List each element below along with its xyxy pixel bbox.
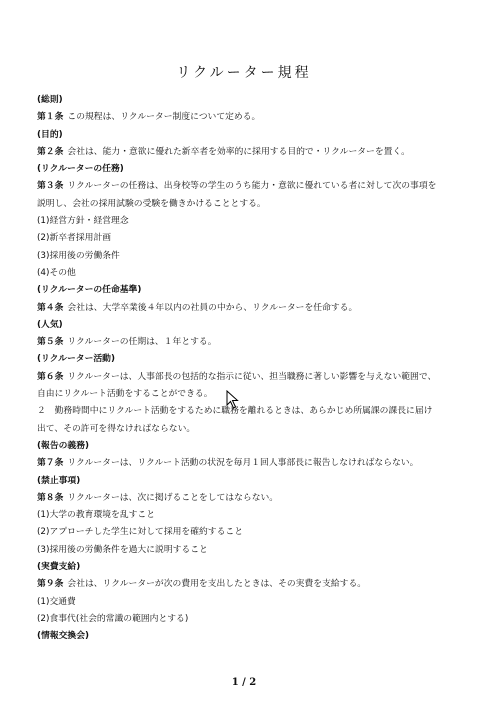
article-text: リクルーターは、人事部長の包括的な指示に従い、担当職務に著しい影響を与えない範囲で、自由にリクルート活動をすることができる。 — [37, 371, 437, 400]
article-number: 第４条 — [37, 302, 64, 313]
article-number: 第２条 — [37, 146, 64, 157]
list-item: (2)アプローチした学生に対して採用を確約すること — [37, 527, 243, 538]
article — [37, 576, 441, 593]
article-text: リクルーターは、リクルート活動の状況を毎月１回人事部長に報告しなければならない。 — [67, 458, 419, 469]
article-number: 第８条 — [37, 492, 64, 503]
article-text: リクルーターの任期は、１年とする。 — [67, 337, 217, 348]
article — [37, 334, 441, 351]
article — [37, 109, 441, 126]
page-indicator: 1 / 2 — [231, 677, 257, 688]
article-text: 会社は、能力・意欲に優れた新卒者を効率的に採用する目的で・リクルーターを置く。 — [67, 146, 410, 157]
section-heading: (禁止事項) — [37, 475, 81, 486]
section-heading: (人気) — [37, 319, 63, 330]
section-heading: (リクルーターの任務) — [37, 164, 124, 175]
article — [37, 455, 441, 472]
list-item: (1)交通費 — [37, 596, 76, 607]
article — [37, 144, 441, 161]
article — [37, 490, 441, 507]
section-heading: (リクルーターの任命基準) — [37, 285, 142, 296]
list-item: (3)採用後の労働条件を過大に説明すること — [37, 544, 208, 555]
list-item: (3)採用後の労働条件 — [37, 250, 120, 261]
article-text: リクルーターの任務は、出身校等の学生のうち能力・意欲に優れている者に対して次の事項を説明し、会社の採用試験の受験を働きかけることとする。 — [37, 181, 437, 209]
article-number: 第５条 — [37, 337, 64, 348]
article-number: 第７条 — [37, 458, 64, 469]
list-item: (1)経営方針・経営理念 — [37, 216, 129, 227]
article — [37, 178, 441, 213]
article-text: 会社は、リクルーターが次の費用を支出したときは、その実費を支給する。 — [67, 579, 367, 590]
list-item: (4)その他 — [37, 267, 76, 278]
section-heading: (目的) — [37, 129, 63, 140]
section-heading: (報告の義務) — [37, 440, 90, 451]
document-body — [37, 92, 441, 646]
article-number: 第１条 — [37, 112, 64, 123]
section-heading: (情報交換会) — [37, 631, 90, 642]
article-number: 第６条 — [37, 371, 64, 382]
list-item: (2)食事代(社会的常識の範囲内とする) — [37, 613, 189, 624]
article-text: 会社は、大学卒業後４年以内の社員の中から、リクルーターを任命する。 — [67, 302, 358, 313]
section-heading: (実費支給) — [37, 562, 81, 573]
article-text: リクルーターは、次に掲げることをしてはならない。 — [67, 492, 279, 503]
section-heading: (リクルーター活動) — [37, 354, 115, 365]
article-text: この規程は、リクルーター制度について定める。 — [67, 112, 261, 123]
article — [37, 300, 441, 317]
list-item: (2)新卒者採用計画 — [37, 233, 112, 244]
article-number: 第３条 — [37, 181, 64, 192]
article-paragraph: ２ 勤務時間中にリクルート活動をするために職務を離れるときは、あらかじめ所属課の課長に届け出て、その許可を得なければならない。 — [37, 406, 433, 434]
section-heading: (総則) — [37, 95, 63, 105]
document-title: リクルーター規程 — [176, 65, 312, 81]
list-item: (1)大学の教育環境を乱すこと — [37, 510, 156, 521]
mouse-pointer-icon — [226, 390, 240, 410]
article-number: 第９条 — [37, 579, 64, 590]
